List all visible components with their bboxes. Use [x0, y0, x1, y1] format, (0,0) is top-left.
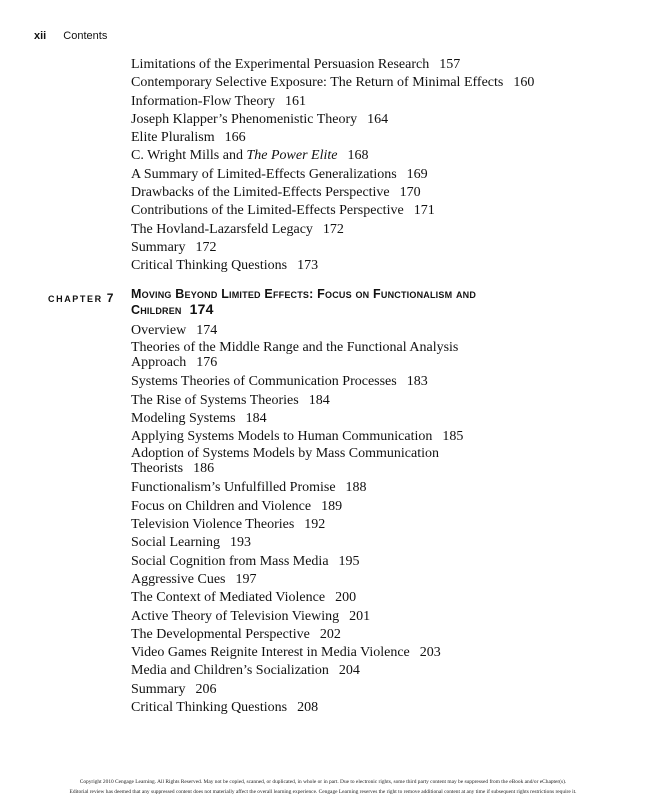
toc-entry[interactable]: Drawbacks of the Limited-Effects Perspective 170 [131, 185, 421, 201]
toc-entry[interactable]: Video Games Reignite Interest in Media Violence 203 [131, 645, 441, 661]
toc-page-number: 176 [196, 355, 218, 371]
running-header [34, 30, 107, 42]
toc-page-number: 172 [195, 239, 217, 255]
toc-page-number: 188 [345, 480, 367, 496]
toc-page-number: 164 [367, 111, 389, 127]
toc-page-number: 170 [399, 185, 421, 201]
toc-entry[interactable]: Focus on Children and Violence 189 [131, 498, 343, 514]
toc-page-number: 160 [513, 75, 535, 91]
toc-page-number: 200 [335, 590, 357, 606]
toc-page-number: 161 [285, 93, 306, 109]
toc-entry[interactable]: Active Theory of Television Viewing 201 [131, 608, 371, 624]
chapter-label-text: CHAPTER [48, 294, 103, 304]
toc-entry[interactable]: Summary 206 [131, 681, 217, 697]
toc-list-bottom [131, 322, 601, 717]
toc-page-number: 186 [193, 461, 215, 477]
toc-entry[interactable]: Overview 174 [131, 323, 218, 338]
toc-entry[interactable]: Contemporary Selective Exposure: The Return of Minimal Effects 160 [131, 75, 535, 91]
toc-entry[interactable]: C. Wright Mills and The Power Elite 168 [131, 148, 369, 164]
toc-entry[interactable]: Television Violence Theories 192 [131, 517, 326, 533]
toc-page-number: 157 [439, 57, 461, 72]
toc-entry[interactable]: Contributions of the Limited-Effects Perspective 171 [131, 203, 435, 219]
chapter-page-number: 174 [189, 301, 214, 317]
toc-page-number: 174 [196, 323, 218, 338]
toc-page-number: 192 [304, 517, 326, 533]
toc-page-number: 184 [245, 410, 267, 426]
toc-entry[interactable]: Functionalism’s Unfulfilled Promise 188 [131, 480, 367, 496]
toc-page-number: 172 [322, 221, 344, 237]
toc-entry[interactable]: The Rise of Systems Theories 184 [131, 392, 330, 408]
toc-page-number: 202 [319, 626, 341, 642]
toc-entry[interactable]: Adoption of Systems Models by Mass Communication Theorists 186 [131, 446, 439, 477]
toc-entry[interactable]: Theories of the Middle Range and the Functional Analysis Approach 176 [131, 340, 459, 371]
chapter-title: Moving Beyond Limited Effects: Focus on Functionalism and Children [131, 287, 477, 317]
toc-page-number: 185 [442, 429, 464, 445]
toc-entry[interactable]: The Developmental Perspective 202 [131, 626, 341, 642]
toc-entry[interactable]: Elite Pluralism 166 [131, 130, 246, 146]
toc-entry[interactable]: Applying Systems Models to Human Communication 185 [131, 429, 464, 445]
toc-entry[interactable]: A Summary of Limited-Effects Generalizations 169 [131, 166, 428, 182]
toc-entry[interactable]: Systems Theories of Communication Processes 183 [131, 374, 428, 390]
toc-page-number: 201 [349, 608, 371, 624]
toc-page-number: 173 [297, 258, 319, 274]
toc-page-number: 206 [195, 681, 217, 697]
toc-entry[interactable]: Modeling Systems 184 [131, 410, 267, 426]
toc-page-number: 184 [308, 392, 330, 408]
toc-entry[interactable]: Critical Thinking Questions 173 [131, 258, 319, 274]
header-page-number: xii [34, 30, 47, 42]
toc-entry[interactable]: Social Cognition from Mass Media 195 [131, 553, 360, 569]
toc-entry[interactable]: The Hovland-Lazarsfeld Legacy 172 [131, 221, 344, 237]
toc-page-number: 195 [338, 553, 360, 569]
toc-page-number: 169 [406, 166, 428, 182]
toc-page-number: 204 [338, 663, 360, 679]
book-title-italic: The Power Elite [246, 148, 338, 164]
toc-page-number: 208 [297, 700, 319, 716]
toc-entry[interactable]: Information-Flow Theory 161 [131, 93, 306, 109]
copyright-footer-line-1: Copyright 2010 Cengage Learning. All Rights Reserved. May not be copied, scanned, or duplicated, in whole or in part. Due to electronic rights, some third party content may be suppressed from the eBook and/or eChapter(s). [79, 779, 567, 785]
toc-entry[interactable]: Aggressive Cues 197 [131, 571, 257, 587]
toc-page-number: 189 [321, 498, 343, 514]
toc-entry[interactable]: The Context of Mediated Violence 200 [131, 590, 357, 606]
toc-page-number: 166 [224, 130, 246, 146]
toc-entry[interactable]: Joseph Klapper’s Phenomenistic Theory 164 [131, 111, 389, 127]
toc-page-number: 168 [347, 148, 369, 164]
toc-page-number: 203 [419, 645, 441, 661]
toc-page-number: 197 [235, 571, 257, 587]
chapter-number: 7 [106, 291, 114, 305]
toc-entry[interactable]: Limitations of the Experimental Persuasion Research 157 [131, 57, 461, 72]
toc-list-top [131, 56, 601, 276]
toc-entry[interactable]: Social Learning 193 [131, 535, 252, 551]
chapter-label [48, 291, 113, 305]
toc-entry[interactable]: Critical Thinking Questions 208 [131, 700, 319, 716]
toc-page-number: 183 [406, 374, 428, 390]
toc-entry[interactable]: Media and Children’s Socialization 204 [131, 663, 360, 679]
header-section-title: Contents [63, 30, 108, 42]
toc-entry[interactable]: Summary 172 [131, 239, 217, 255]
copyright-footer-line-2: Editorial review has deemed that any suppressed content does not materially affect the overall learning experience. Cengage Learning reserves the right to remove additional content at any time if subsequent rights restrictions require it. [69, 789, 577, 795]
chapter-heading[interactable] [131, 287, 531, 318]
toc-page-number: 193 [230, 535, 252, 551]
toc-page-number: 171 [413, 203, 435, 219]
